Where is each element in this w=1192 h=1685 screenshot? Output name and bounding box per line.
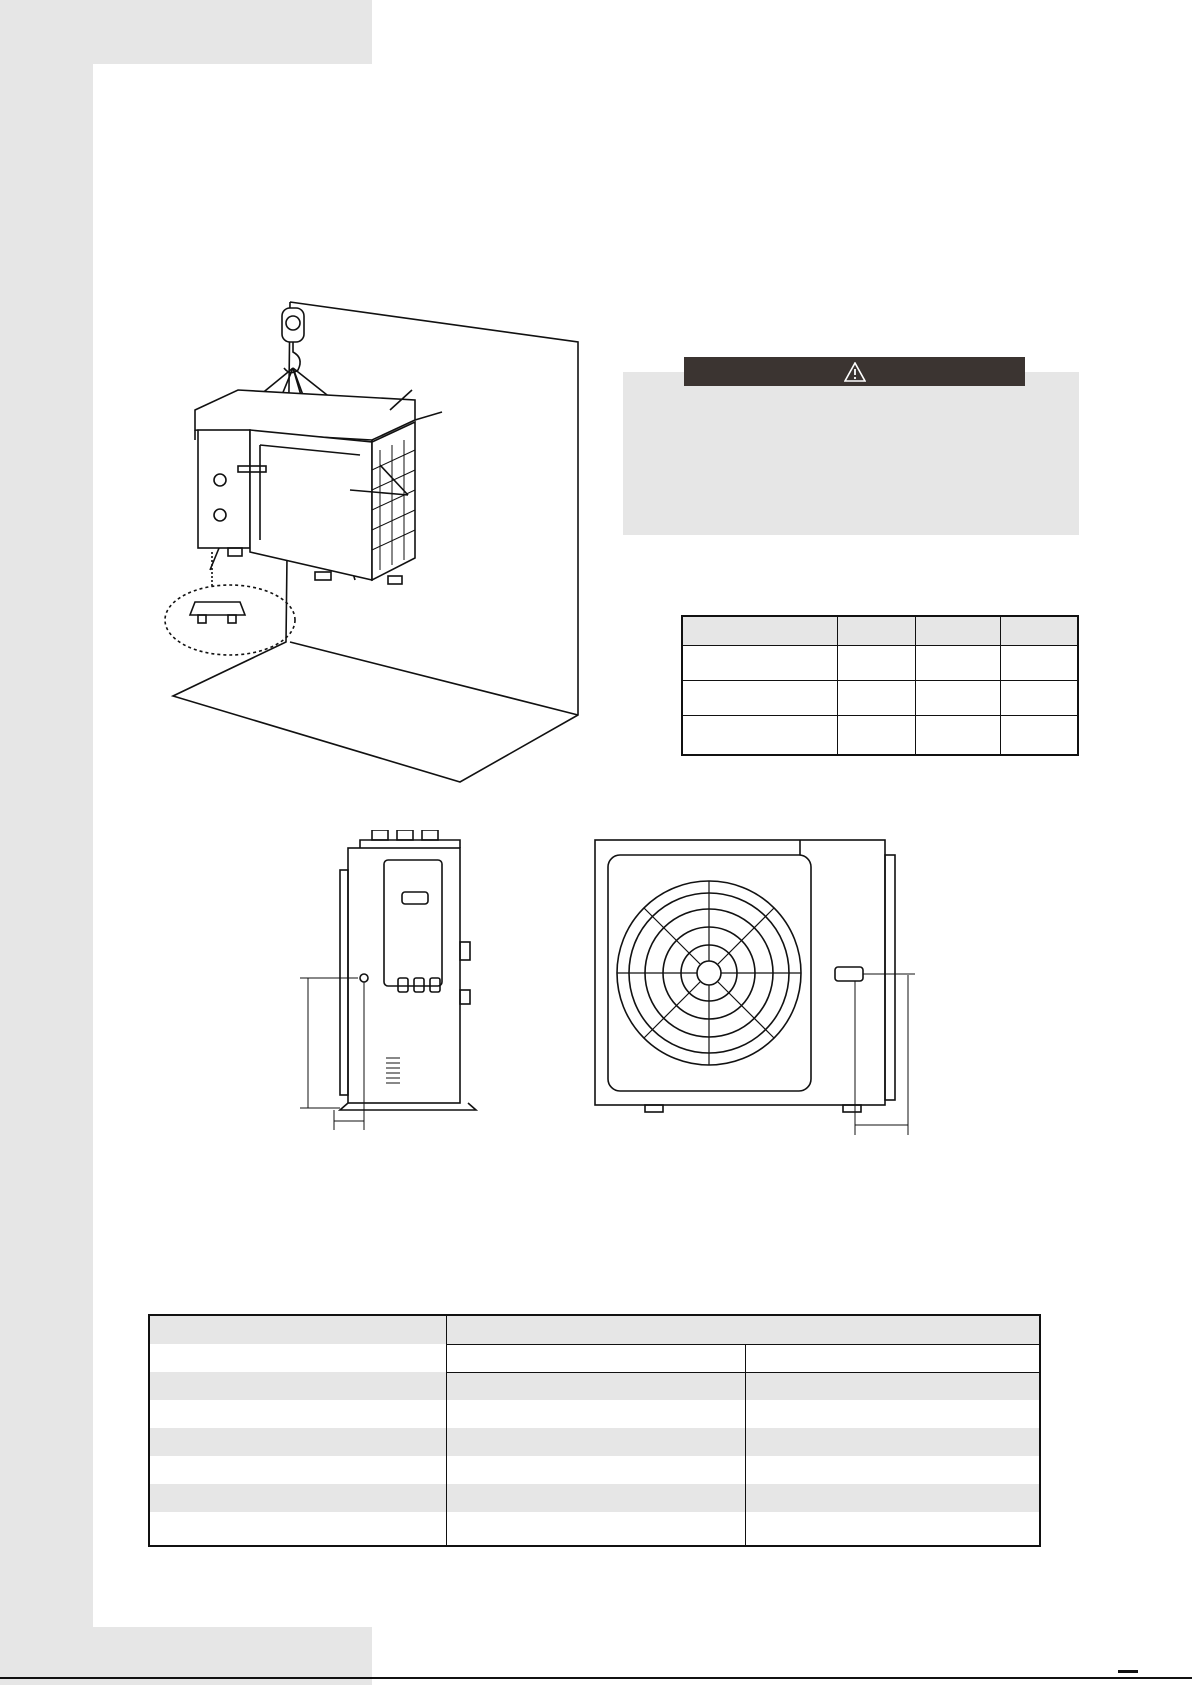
unit-side-view-drawing — [280, 830, 500, 1140]
table-row — [150, 1484, 1039, 1512]
table-row — [150, 1512, 1039, 1540]
table-divider — [683, 680, 1077, 681]
footer-rule — [0, 1677, 1192, 1679]
table-header-row — [150, 1344, 1039, 1372]
table-row — [150, 1456, 1039, 1484]
table-header-row — [150, 1316, 1039, 1344]
table-divider — [446, 1316, 447, 1545]
header-tab — [0, 0, 372, 64]
table-divider — [1000, 617, 1001, 754]
weight-table — [681, 615, 1079, 756]
table-divider — [446, 1344, 1039, 1345]
table-divider — [446, 1372, 1039, 1373]
page-number-mark — [1118, 1670, 1138, 1673]
unit-front-view-drawing — [590, 835, 940, 1135]
warning-panel — [623, 372, 1079, 535]
weight-table-header — [683, 617, 1077, 646]
table-divider — [837, 617, 838, 754]
warning-header-bar — [684, 357, 1025, 386]
table-divider — [915, 617, 916, 754]
page-margin-band — [0, 0, 93, 1685]
specification-table — [148, 1314, 1041, 1547]
table-divider — [683, 715, 1077, 716]
table-row — [150, 1400, 1039, 1428]
table-divider — [745, 1344, 746, 1545]
table-row — [150, 1428, 1039, 1456]
warning-triangle-icon — [844, 362, 866, 382]
hoisting-illustration — [150, 290, 600, 790]
table-row — [150, 1372, 1039, 1400]
